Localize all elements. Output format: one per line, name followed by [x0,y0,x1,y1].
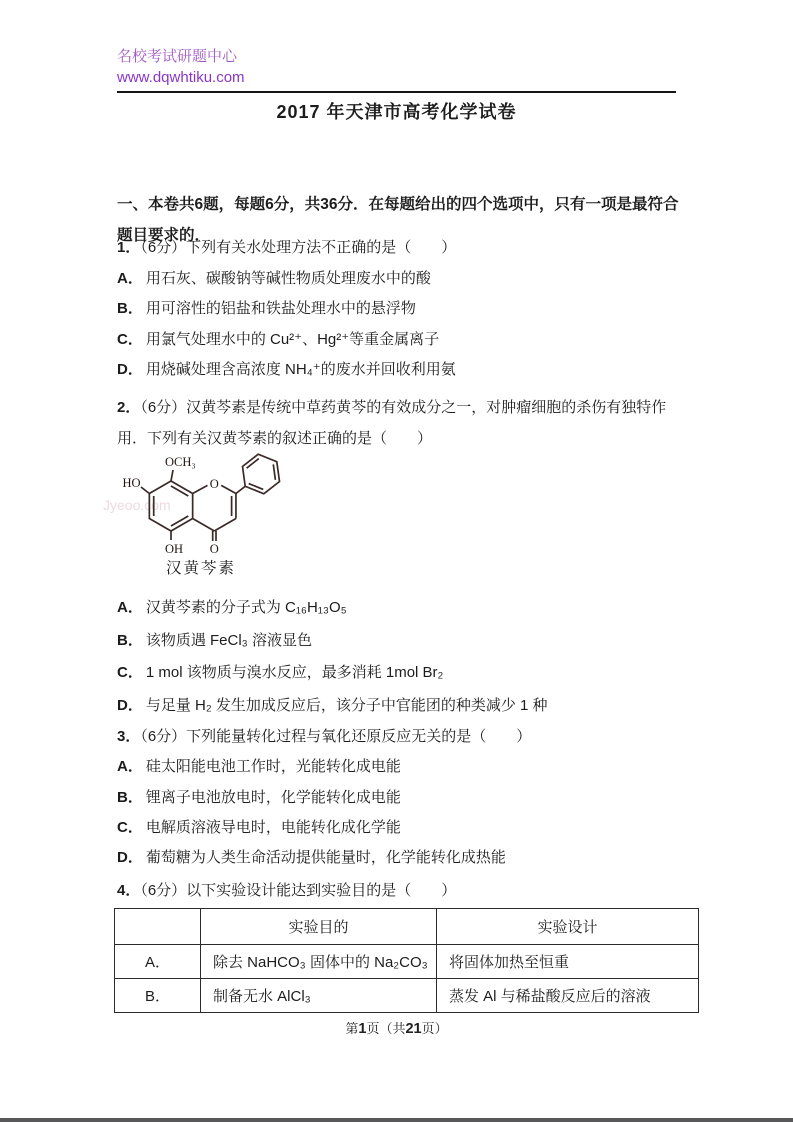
table-row [115,945,699,979]
option-text: 用氯气处理水中的 Cu²⁺、Hg²⁺等重金属离子 [145,330,440,348]
experiment-table [114,908,699,1013]
question-2-option-d [117,690,685,723]
c4-c4a-bond [193,519,215,532]
footer-suffix: 页） [421,1021,448,1036]
question-3 [117,722,685,873]
wogonin-structure-diagram [114,447,314,570]
option-label: D． [117,849,143,867]
question-2-options [117,592,685,722]
bond-from-ring-oxygen [221,485,236,493]
question-1-stem-text: （6分）下列有关水处理方法不正确的是（ ） [140,239,457,256]
question-2-stem-text: （6分）汉黄芩素是传统中草药黄芩的有效成分之一，对肿瘤细胞的杀伤有独特作用．下列有关汉黄芩素的叙述正确的是（ ） [117,399,667,447]
row-b-design: 蒸发 Al 与稀盐酸反应后的溶液 [437,979,699,1013]
option-text: 与足量 H₂ 发生加成反应后，该分子中官能团的种类减少 1 种 [145,696,548,714]
question-1-option-b [117,294,685,325]
header-empty [115,909,201,945]
question-3-option-b [117,783,685,813]
question-1-stem [117,233,685,264]
bond-lines [141,454,280,541]
footer-page-number: 1 [358,1021,367,1037]
question-4-stem-text: （6分）以下实验设计能达到实验目的是（ ） [140,882,457,899]
hydroxyl-bottom-label: OH [164,542,184,556]
footer-total-pages: 21 [405,1021,422,1037]
option-label: C． [117,818,143,836]
double-bond [171,516,188,526]
option-text: 用石灰、碳酸钠等碱性物质处理废水中的酸 [145,269,431,287]
section-intro: 一、本卷共6题，每题6分，共36分．在每题给出的四个选项中，只有一项是最符合题目要求的． [117,195,679,244]
option-label: D． [117,696,143,714]
bond-to-ring-oxygen [193,485,208,493]
option-text: 汉黄芩素的分子式为 C₁₆H₁₃O₅ [145,599,347,616]
question-3-option-d [117,843,685,873]
row-a-design: 将固体加热至恒重 [437,945,699,979]
footer-prefix: 第 [345,1021,359,1036]
option-label: A． [117,758,143,776]
double-bond [247,459,259,469]
methoxy-label: OCH₃ [165,455,196,469]
question-3-stem [117,722,685,752]
option-label: C． [117,664,143,682]
question-2-option-b [117,625,685,658]
header-purpose: 实验目的 [201,909,437,945]
header-design: 实验设计 [437,909,699,945]
benzene-ring-a [149,481,192,531]
table-row [115,979,699,1013]
question-2-number: 2． [117,399,141,416]
option-label: D． [117,361,143,379]
option-label: A． [117,269,143,287]
bottom-border-bar [0,1118,793,1122]
option-label: B． [117,788,143,806]
option-text: 用烧碱处理含高浓度 NH₄⁺的废水并回收利用氨 [145,361,456,379]
option-text: 硅太阳能电池工作时，光能转化成电能 [145,758,401,776]
phenyl-bond [236,486,245,493]
question-4-stem [117,876,685,906]
site-url-link[interactable]: www.dqwhtiku.com [117,69,245,86]
question-2-option-c [117,657,685,690]
option-text: 电解质溶液导电时，电能转化成化学能 [145,818,401,836]
question-3-stem-text: （6分）下列能量转化过程与氧化还原反应无关的是（ ） [140,728,532,745]
footer-middle: 页（共 [366,1021,406,1036]
row-b-label: B． [115,979,201,1013]
molecule-caption: 汉黄芩素 [166,560,237,577]
double-bond [273,464,275,479]
question-4-number: 4． [117,882,141,899]
option-label: A． [117,599,143,616]
option-text: 该物质遇 FeCl₃ 溶液显色 [145,631,312,649]
question-1-number: 1． [117,239,141,256]
option-text: 用可溶性的铝盐和铁盐处理水中的悬浮物 [145,300,416,318]
header-divider [117,91,676,93]
row-b-purpose: 制备无水 AlCl₃ [201,979,437,1013]
question-1-option-d [117,355,685,386]
jyeoo-watermark: Jyeoo.com [103,497,171,513]
question-1-option-c [117,325,685,356]
option-text: 1 mol 该物质与溴水反应，最多消耗 1mol Br₂ [145,664,444,682]
site-name: 名校考试研题中心 [117,48,238,65]
option-text: 锂离子电池放电时，化学能转化成电能 [145,788,401,806]
option-label: B． [117,631,143,649]
ring-oxygen-label: O [209,477,219,491]
carbonyl-oxygen-label: O [209,542,219,556]
page-footer [0,1018,793,1037]
site-header [117,46,245,88]
page-title: 2017 年天津市高考化学试卷 [276,102,517,122]
hydroxyl-left-bond [141,487,149,494]
row-a-label: A． [115,945,201,979]
question-3-number: 3． [117,728,141,745]
question-1 [117,233,685,386]
question-1-option-a [117,264,685,295]
option-text: 葡萄糖为人类生命活动提供能量时，化学能转化成热能 [145,849,506,867]
atom-labels [122,455,218,556]
double-bond [171,486,188,496]
molecule-svg [114,447,314,565]
methoxy-bond [171,470,173,481]
option-label: C． [117,330,143,348]
table-header-row [115,909,699,945]
question-2-option-a [117,592,685,625]
question-3-option-a [117,752,685,782]
hydroxyl-left-label: HO [122,476,141,490]
question-3-option-c [117,813,685,843]
option-label: B． [117,300,143,318]
c3-c4-bond [214,519,236,532]
row-a-purpose: 除去 NaHCO₃ 固体中的 Na₂CO₃ [201,945,437,979]
question-2-stem [117,392,685,454]
